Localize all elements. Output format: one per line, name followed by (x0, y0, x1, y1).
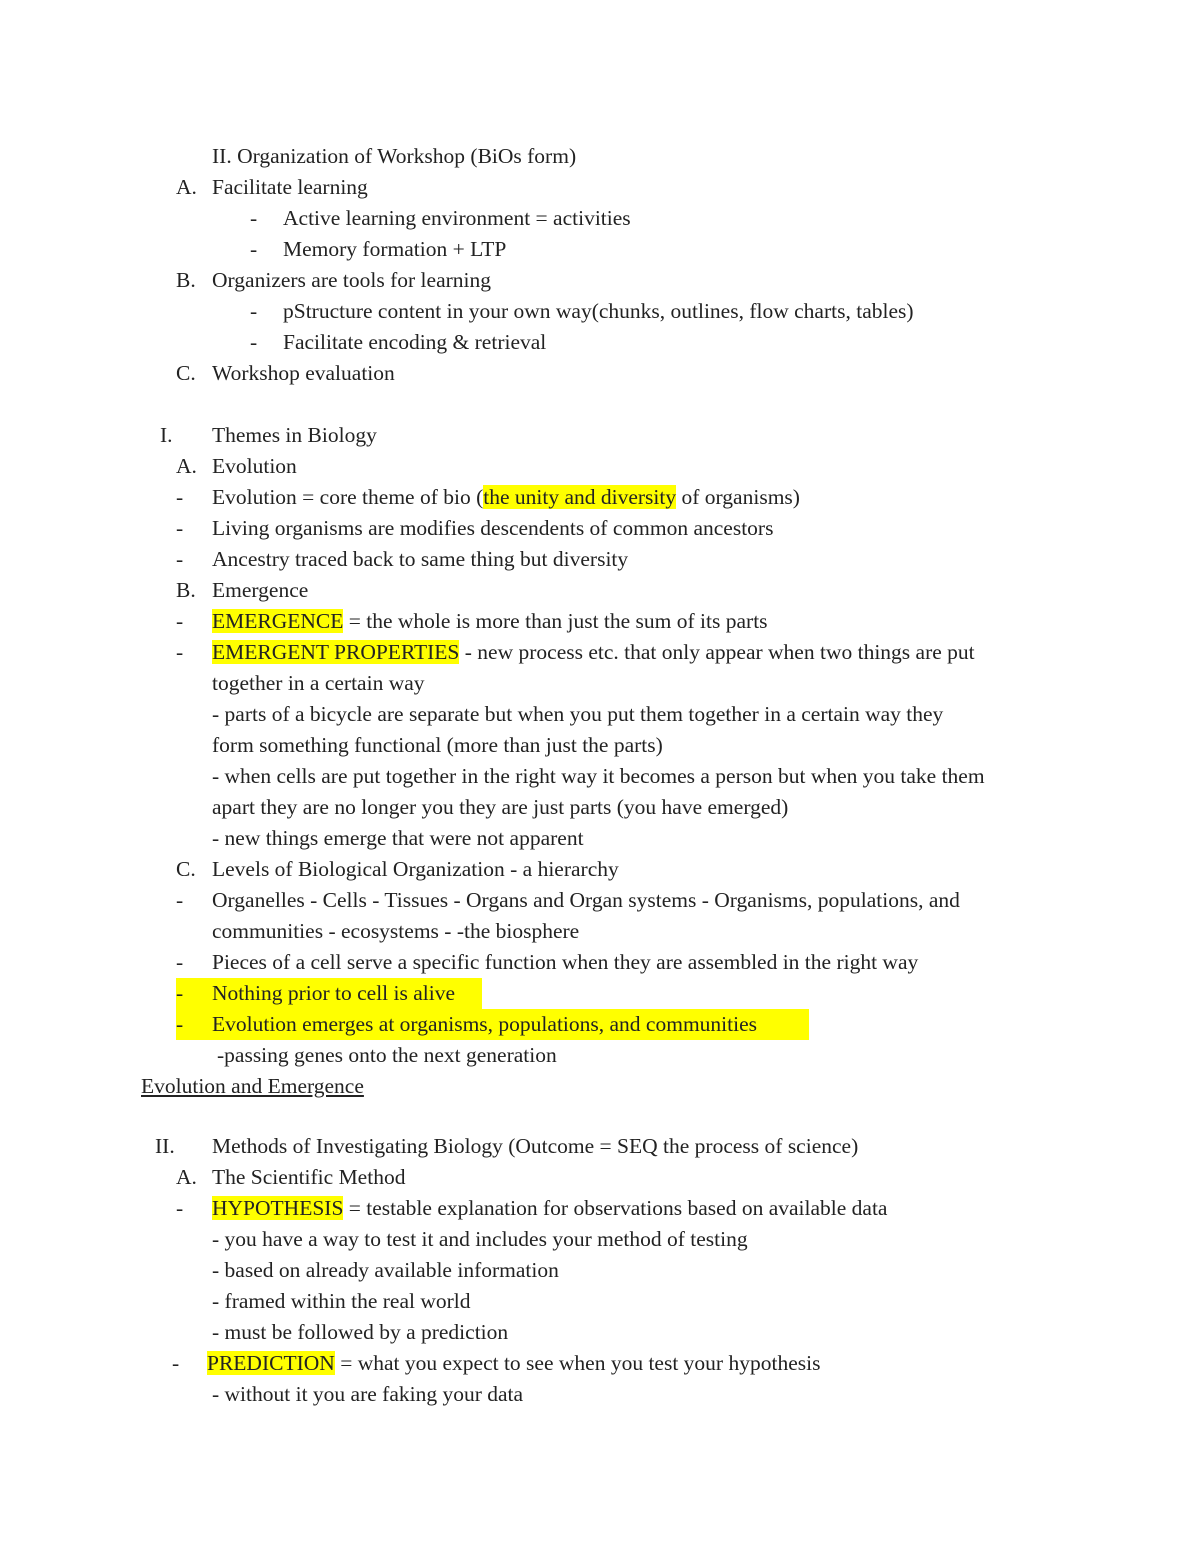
highlight: EMERGENT PROPERTIES (212, 640, 460, 664)
highlighted-bullet-row (176, 1009, 809, 1040)
outline-item-facilitate-learning: Facilitate learning (212, 175, 368, 199)
section-title-methods: Methods of Investigating Biology (Outcome = SEQ the process of science) (212, 1134, 859, 1158)
heading-evolution-emergence: Evolution and Emergence (141, 1074, 364, 1098)
sub-note: - new things emerge that were not apparent (212, 826, 584, 850)
sub-note: - framed within the real world (212, 1289, 471, 1313)
continuation-line: apart they are no longer you they are just parts (you have emerged) (212, 795, 789, 819)
bullet-dash: - (176, 1196, 184, 1220)
outline-marker: B. (176, 268, 196, 292)
sub-note: - based on already available information (212, 1258, 559, 1282)
bullet-dash: - (176, 981, 184, 1005)
continuation-line: form something functional (more than just the parts) (212, 733, 663, 757)
sub-note: -passing genes onto the next generation (217, 1043, 557, 1067)
bullet-item: Facilitate encoding & retrieval (283, 330, 547, 354)
bullet-item-emergent-properties: EMERGENT PROPERTIES - new process etc. that only appear when two things are put (212, 640, 975, 664)
bullet-dash: - (176, 1012, 184, 1036)
highlight: HYPOTHESIS (212, 1196, 344, 1220)
bullet-item: Pieces of a cell serve a specific function when they are assembled in the right way (212, 950, 919, 974)
outline-item-workshop-evaluation: Workshop evaluation (212, 361, 395, 385)
outline-item-evolution: Evolution (212, 454, 297, 478)
section-title-themes: Themes in Biology (212, 423, 377, 447)
bullet-item: Ancestry traced back to same thing but diversity (212, 547, 629, 571)
outline-item-organizers: Organizers are tools for learning (212, 268, 491, 292)
outline-marker: B. (176, 578, 196, 602)
bullet-item-prediction: PREDICTION = what you expect to see when you test your hypothesis (207, 1351, 821, 1375)
sub-note: - you have a way to test it and includes your method of testing (212, 1227, 748, 1251)
bullet-item-hypothesis: HYPOTHESIS = testable explanation for observations based on available data (212, 1196, 888, 1220)
outline-marker: C. (176, 361, 196, 385)
bullet-item: Active learning environment = activities (283, 206, 631, 230)
bullet-item-emergence-def: EMERGENCE = the whole is more than just the sum of its parts (212, 609, 768, 633)
sub-note: - when cells are put together in the right way it becomes a person but when you take them (212, 764, 985, 788)
bullet-dash: - (176, 485, 184, 509)
bullet-item: Evolution emerges at organisms, populations, and communities (212, 1012, 757, 1036)
sub-note: - parts of a bicycle are separate but when you put them together in a certain way they (212, 702, 944, 726)
sub-note: - without it you are faking your data (212, 1382, 524, 1406)
highlight: PREDICTION (207, 1351, 335, 1375)
outline-marker: A. (176, 454, 197, 478)
bullet-dash: - (250, 299, 258, 323)
bullet-item: Memory formation + LTP (283, 237, 507, 261)
bullet-dash: - (176, 609, 184, 633)
sub-note: - must be followed by a prediction (212, 1320, 509, 1344)
bullet-dash: - (176, 516, 184, 540)
bullet-dash: - (250, 206, 258, 230)
bullet-item: pStructure content in your own way(chunks, outlines, flow charts, tables) (283, 299, 914, 323)
bullet-dash: - (176, 640, 184, 664)
bullet-dash: - (176, 950, 184, 974)
bullet-item-evolution-core: Evolution = core theme of bio (the unity and diversity of organisms) (212, 485, 800, 509)
highlight: EMERGENCE (212, 609, 344, 633)
outline-item-levels: Levels of Biological Organization - a hierarchy (212, 857, 619, 881)
bullet-dash: - (176, 547, 184, 571)
bullet-dash: - (250, 330, 258, 354)
outline-item-scientific-method: The Scientific Method (212, 1165, 406, 1189)
section-title-organization: II. Organization of Workshop (BiOs form) (212, 144, 577, 168)
outline-item-emergence: Emergence (212, 578, 309, 602)
bullet-dash: - (250, 237, 258, 261)
outline-marker: A. (176, 175, 197, 199)
bullet-item: Organelles - Cells - Tissues - Organs and Organ systems - Organisms, populations, and (212, 888, 960, 912)
outline-marker: C. (176, 857, 196, 881)
highlighted-bullet-row (176, 978, 482, 1009)
bullet-dash: - (176, 888, 184, 912)
bullet-dash: - (172, 1351, 180, 1375)
outline-marker: A. (176, 1165, 197, 1189)
outline-marker: I. (160, 423, 173, 447)
bullet-item: Living organisms are modifies descendents of common ancestors (212, 516, 774, 540)
outline-marker: II. (155, 1134, 175, 1158)
continuation-line: together in a certain way (212, 671, 425, 695)
continuation-line: communities - ecosystems - -the biosphere (212, 919, 580, 943)
highlight: the unity and diversity (483, 485, 677, 509)
bullet-item: Nothing prior to cell is alive (212, 981, 456, 1005)
